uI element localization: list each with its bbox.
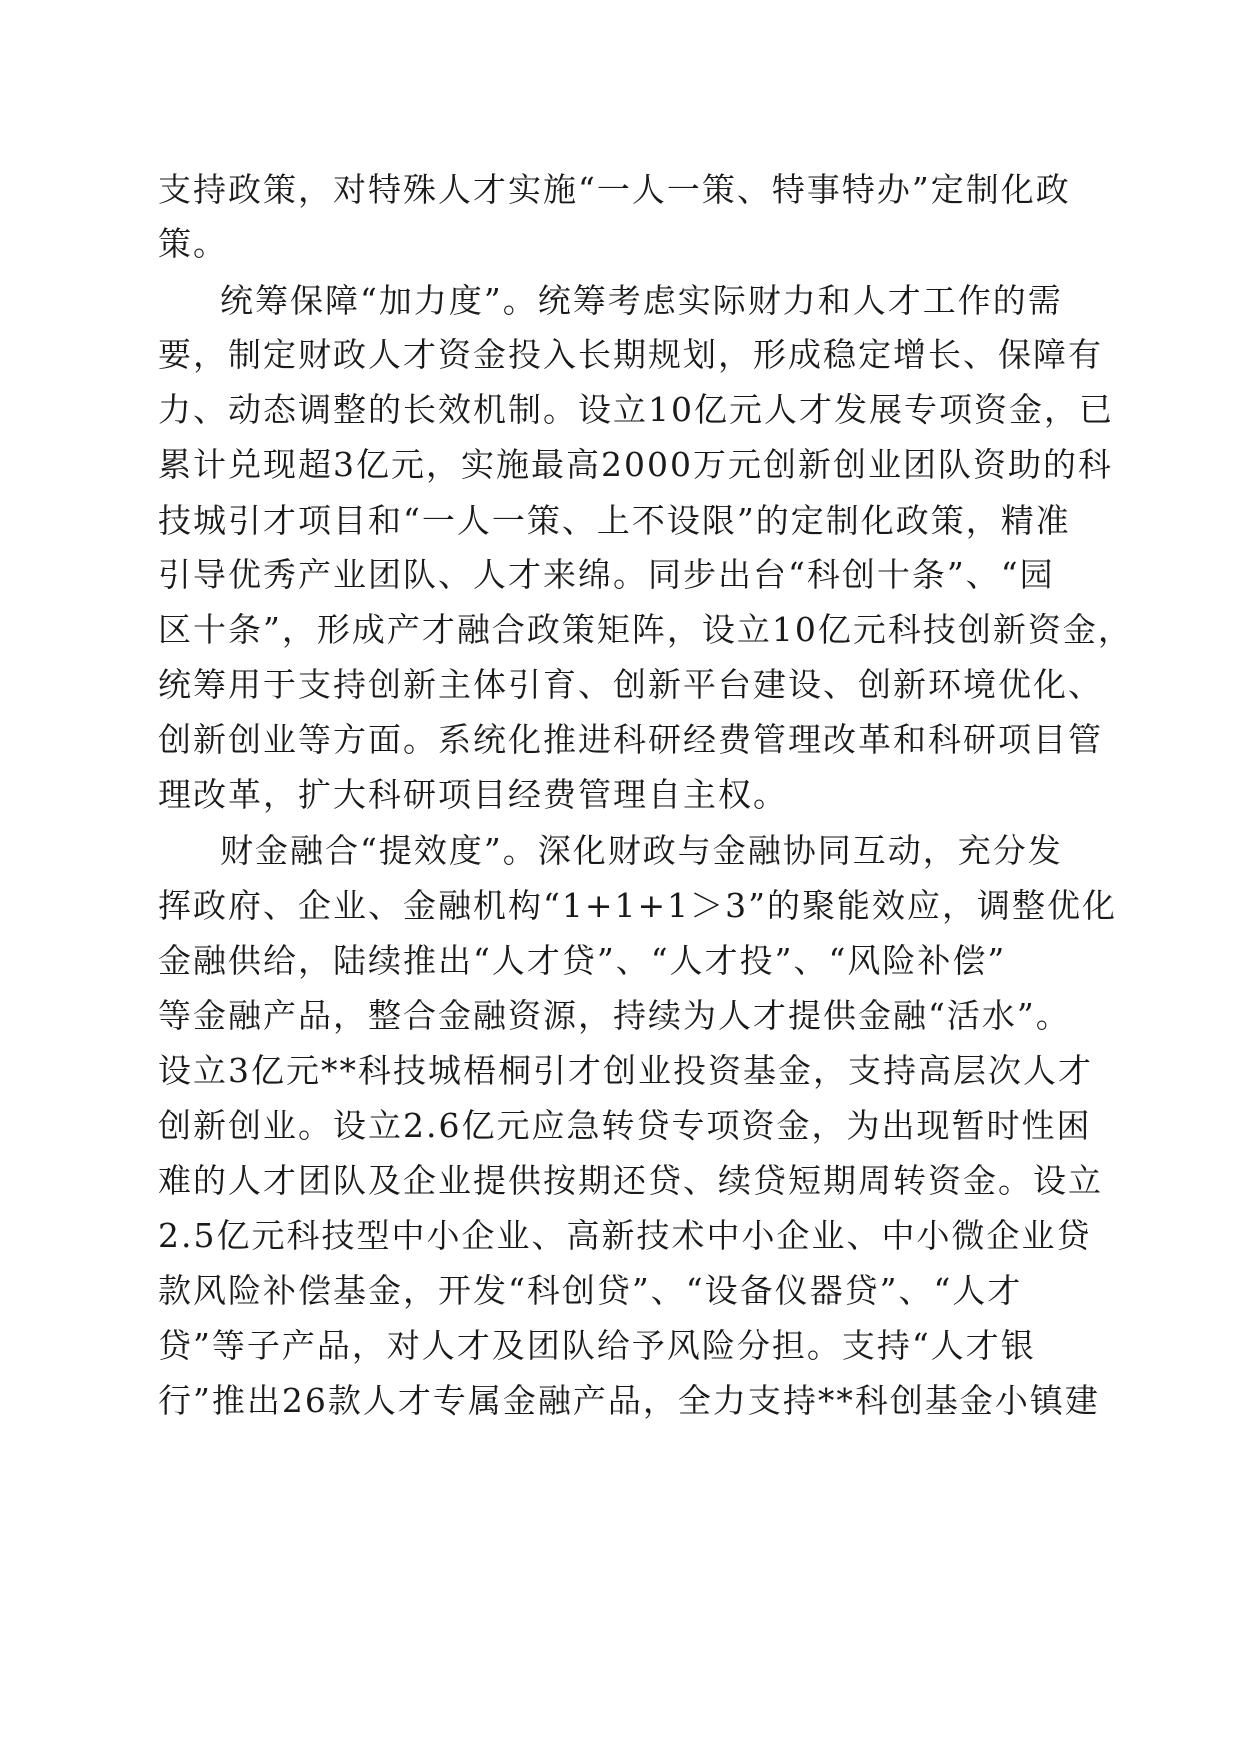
- text-line: 2.5亿元科技型中小企业、高新技术中小企业、中小微企业贷: [158, 1216, 1092, 1255]
- text-line: 金融供给，陆续推出“人才贷”、“人才投”、“风险补偿”: [158, 941, 1007, 980]
- text-line: 行”推出26款人才专属金融产品，全力支持**科创基金小镇建: [158, 1381, 1100, 1420]
- text-line: 力、动态调整的长效机制。设立10亿元人才发展专项资金，已: [158, 390, 1114, 429]
- text-line: 区十条”，形成产才融合政策矩阵，设立10亿元科技创新资金，: [158, 610, 1133, 649]
- text-line: 难的人才团队及企业提供按期还贷、续贷短期周转资金。设立: [158, 1161, 1103, 1200]
- text-line: 贷”等子产品，对人才及团队给予风险分担。支持“人才银: [158, 1326, 1036, 1365]
- text-line: 等金融产品，整合金融资源，持续为人才提供金融“活水”。: [158, 996, 1071, 1035]
- paragraph-heading-line: 财金融合“提效度”。深化财政与金融协同互动，充分发: [220, 831, 1063, 870]
- text-line: 要，制定财政人才资金投入长期规划，形成稳定增长、保障有: [158, 335, 1103, 374]
- text-line: 款风险补偿基金，开发“科创贷”、“设备仪器贷”、“人才: [158, 1271, 1023, 1310]
- text-line: 引导优秀产业团队、人才来绵。同步出台“科创十条”、“园: [158, 555, 1055, 594]
- paragraph-heading-line: 统筹保障“加力度”。统筹考虑实际财力和人才工作的需: [220, 281, 1063, 320]
- text-line: 创新创业等方面。系统化推进科研经费管理改革和科研项目管: [158, 720, 1103, 759]
- text-line: 技城引才项目和“一人一策、上不设限”的定制化政策，精准: [158, 501, 1071, 540]
- text-line: 支持政策，对特殊人才实施“一人一策、特事特办”定制化政: [158, 170, 1071, 209]
- text-line: 累计兑现超3亿元，实施最高2000万元创新创业团队资助的科: [158, 445, 1113, 484]
- text-line: 设立3亿元**科技城梧桐引才创业投资基金，支持高层次人才: [158, 1051, 1093, 1090]
- text-line: 创新创业。设立2.6亿元应急转贷专项资金，为出现暂时性困: [158, 1106, 1092, 1145]
- text-line: 挥政府、企业、金融机构“1+1+1＞3”的聚能效应，调整优化: [158, 886, 1118, 925]
- text-line: 统筹用于支持创新主体引育、创新平台建设、创新环境优化、: [158, 665, 1103, 704]
- text-line: 理改革，扩大科研项目经费管理自主权。: [158, 775, 788, 814]
- text-line: 策。: [158, 224, 228, 263]
